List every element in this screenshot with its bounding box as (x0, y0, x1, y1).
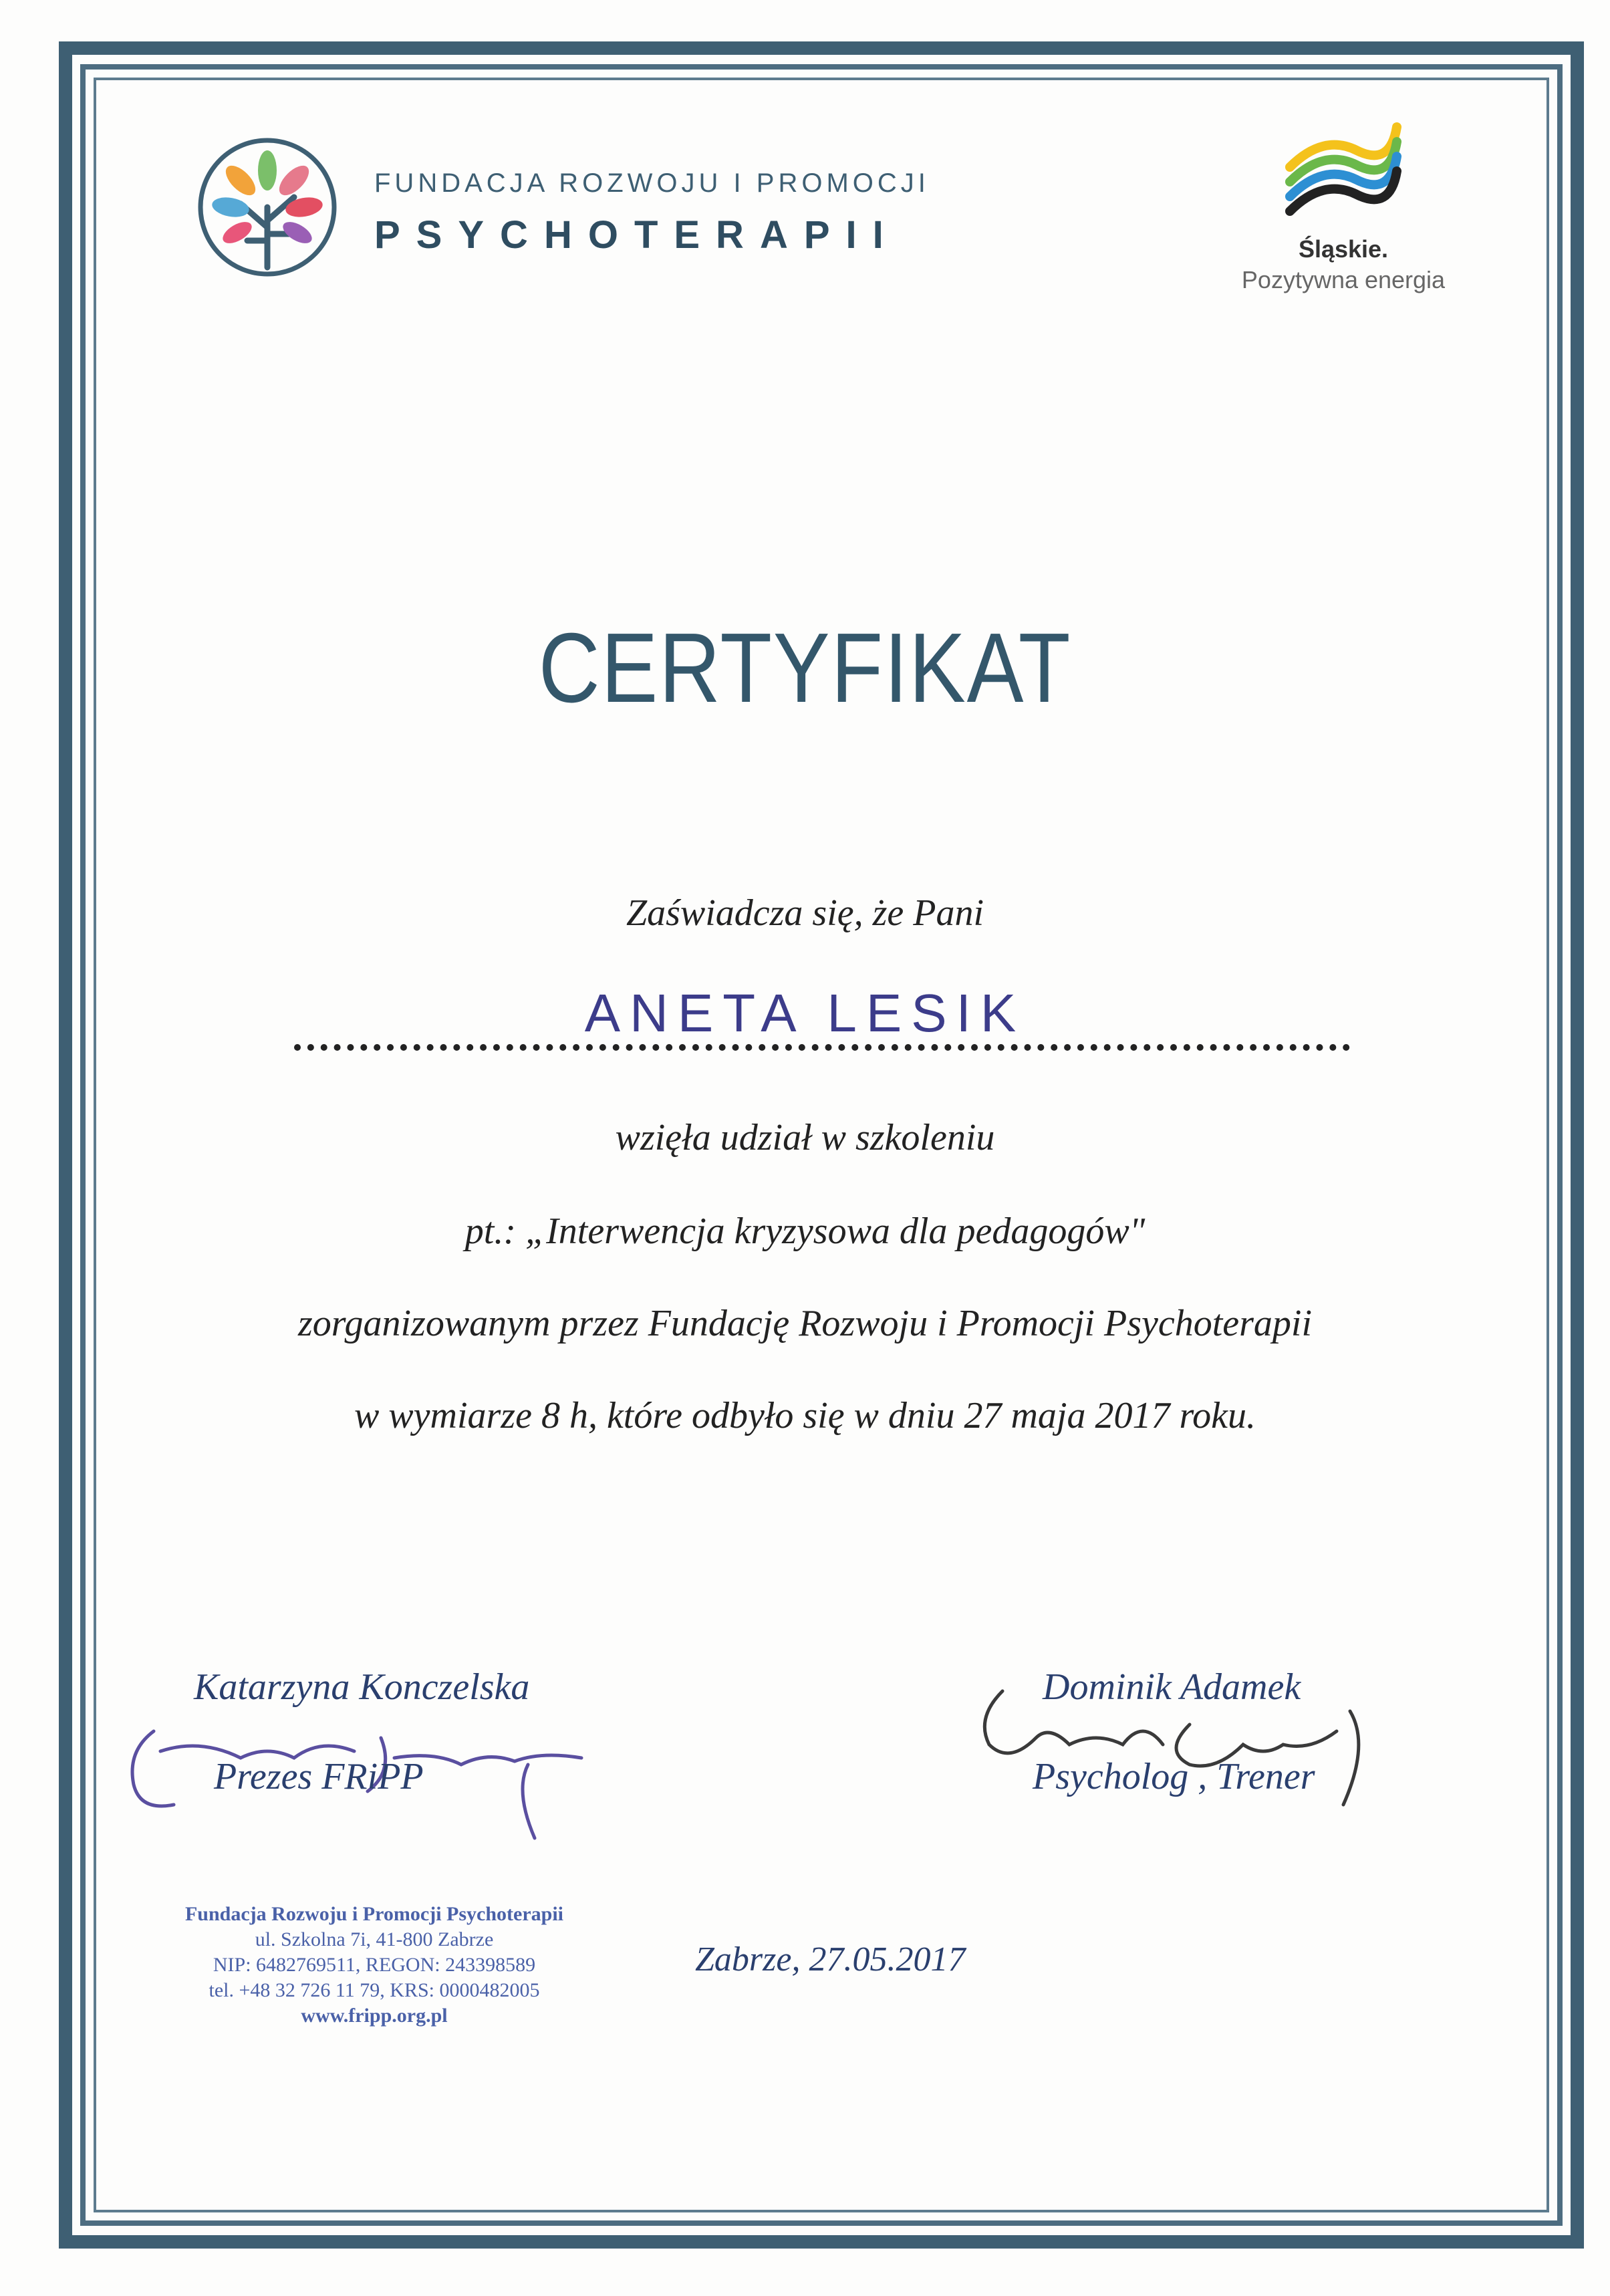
intro-text: Zaświadcza się, że Pani (626, 892, 984, 934)
signer-left-name: Katarzyna Konczelska (194, 1666, 530, 1708)
course-title: pt.: „Interwencja kryzysowa dla pedagogów" (464, 1210, 1146, 1252)
stamp-phone-krs: tel. +48 32 726 11 79, KRS: 0000482005 (209, 1979, 540, 2001)
signer-right-role: Psycholog , Trener (1033, 1756, 1315, 1797)
recipient-name: ANETA LESIK (584, 983, 1026, 1043)
stamp-org-name: Fundacja Rozwoju i Promocji Psychoterapii (184, 1903, 564, 1925)
stamp-nip-regon: NIP: 6482769511, REGON: 243398589 (213, 1954, 536, 1976)
organization-stamp (134, 1902, 615, 2029)
tree-logo-icon (194, 134, 341, 281)
partner-name: Śląskie. (1298, 235, 1389, 263)
issue-date: Zabrze, 27.05.2017 (695, 1940, 966, 1979)
org-name-line2: PSYCHOTERAPII (374, 213, 900, 257)
slaskie-waves-icon (1283, 120, 1403, 221)
stamp-website: www.fripp.org.pl (301, 2005, 448, 2027)
signer-left-role: Prezes FRiPP (214, 1756, 424, 1797)
name-dotted-line (294, 1044, 1350, 1051)
org-name-line1: FUNDACJA ROZWOJU I PROMOCJI (374, 168, 930, 198)
participation-text: wzięła udział w szkoleniu (615, 1117, 995, 1158)
certificate-title: CERTYFIKAT (538, 613, 1072, 723)
duration-text: w wymiarze 8 h, które odbyło się w dniu 27 maja 2017 roku. (354, 1395, 1256, 1436)
stamp-address: ul. Szkolna 7i, 41-800 Zabrze (255, 1928, 494, 1950)
partner-slogan: Pozytywna energia (1241, 266, 1446, 293)
signer-right-name: Dominik Adamek (1043, 1666, 1301, 1708)
organizer-text: zorganizowanym przez Fundację Rozwoju i Promocji Psychoterapii (297, 1303, 1313, 1344)
